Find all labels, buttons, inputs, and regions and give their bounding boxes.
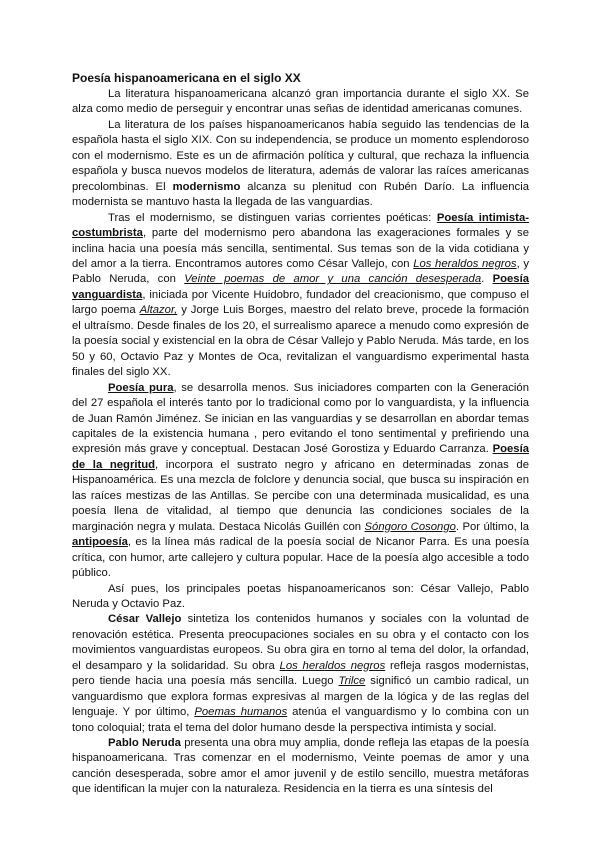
paragraph-intro — [72, 87, 529, 118]
term-poesia-vanguardista: Poesía vanguardista — [72, 273, 529, 301]
p4-text-f: . Por último, la — [455, 520, 529, 533]
p6-text-h: atenúa el vanguardismo y lo combina con un tono coloquial; trata el tema del dolor humano desde la perspectiva intimista y social. — [72, 706, 529, 734]
p3-text-i: , iniciada por Vicente Huidobro, fundador del creacionismo, que compuso el largo poema — [72, 288, 529, 317]
p2-text-c: alcanza su plenitud con Rubén Darío. La influencia modernista se mantuvo hasta la llegada de las vanguardias. — [72, 180, 529, 209]
document-page — [72, 70, 529, 798]
paragraph-principales — [72, 582, 529, 613]
p6-text-f: significó un cambio radical, un vanguardismo que explora formas expresivas al margen de la lógica y de las reglas del lenguaje. Y por último, — [72, 675, 529, 719]
p3-text-e: , y Pablo Neruda, con — [72, 257, 530, 286]
term-poesia-pura: Poesía pura — [108, 381, 174, 394]
document-title: Poesía hispanoamericana en el siglo XX — [72, 71, 301, 85]
p3-text-c: , parte del modernismo pero abandona las exageraciones formales y se inclina hacia una poesía más sencilla, sentimental. Sus temas son de la vida cotidiana y del amor a la tierra. Encontramos autores como César Vallejo, con — [72, 227, 529, 270]
author-cesar-vallejo: César Vallejo — [108, 613, 182, 626]
paragraph-modernismo — [72, 118, 529, 211]
p4-text-b: , se desarrolla menos. Sus iniciadores comparten con la Generación del 27 española el interés tanto por lo tradicional como por lo vanguardista, y la influencia de Juan Ramón Jiménez. Se inician en las vanguardias y se desarrollan en abordar temas capitales de la existencia humana , pero evitando el tono sentimental y prefiriendo una expresión más grave y conceptual. Destacan José Gorostiza y Eduardo Carranza. — [72, 381, 529, 456]
term-modernismo: modernismo — [172, 180, 241, 193]
p6-text-d: refleja rasgos modernistas, pero tiende hacia una poesía más sencilla. Luego — [72, 659, 529, 688]
work-heraldos-negros: Los heraldos negros — [413, 257, 517, 270]
term-antipoesia: antipoesía — [72, 536, 128, 549]
p6-text-b: sintetiza los contenidos humanos y sociales con la voluntad de renovación estética. Presenta preocupaciones sociales en su obra y el contacto con los movimientos vanguardistas europeos. Su obra gira en torno al tema del dolor, la orfandad, el desamparo y la solidaridad. Su obra — [72, 613, 529, 672]
p4-text-h: , es la línea más radical de la poesía social de Nicanor Parra. Es una poesía crítica, con humor, arte callejero y cultura popular. Hace de la poesía algo accesible a todo público. — [72, 536, 529, 580]
author-pablo-neruda: Pablo Neruda — [108, 737, 181, 750]
term-poesia-negritud: Poesía de la negritud — [72, 443, 529, 471]
paragraph-neruda — [72, 736, 529, 798]
work-songoro-cosongo: Sóngoro Cosongo — [364, 520, 456, 533]
work-veinte-poemas: Veinte poemas de amor y una canción desesperada — [184, 273, 482, 286]
p3-text-a: Tras el modernismo, se distinguen varias corrientes poéticas: — [108, 211, 437, 224]
work-trilce: Trilce — [338, 675, 366, 688]
p4-text-d: , incorpora el sustrato negro y africano en determinadas zonas de Hispanoamérica. Es una mezcla de folclore y denuncia social, que busca su inspiración en las raíces mestizas de las Antillas. Se percibe con una determinada musicalidad, es una poesía llena de vitalidad, al tiempo que denuncia las condiciones sociales de la marginación negra y mulata. Destaca Nicolás Guillén con — [72, 458, 529, 533]
paragraph-poesia-pura — [72, 381, 529, 582]
work-heraldos-negros-2: Los heraldos negros — [279, 659, 386, 672]
p2-text-a: La literatura de los países hispanoamericanos había seguido las tendencias de la española hasta el siglo XIX. Con su independencia, se produce un momento esplendoroso con el modernismo. Este es un de afirmación política y cultural, que rechaza la influencia española y busca nuevos modelos de literatura, además de valorar las raíces americanas precolombinas. El — [72, 118, 529, 193]
work-poemas-humanos: Poemas humanos — [194, 706, 288, 719]
paragraph-vallejo — [72, 612, 529, 736]
p3-text-g: . — [481, 273, 493, 286]
term-poesia-intimista: Poesía intimista-costumbrista — [72, 211, 529, 240]
work-altazor: Altazor, — [139, 304, 178, 317]
p3-text-k: y Jorge Luis Borges, maestro del relato breve, procede la formación el ultraísmo. Desde finales de los 20, el surrealismo aparece a menudo como expresión de la poesía social y existencial en la obra de César Vallejo y Pablo Neruda. Más tarde, en los 50 y 60, Octavio Paz y Montes de Oca, revitalizan el vanguardismo experimental hasta finales del siglo XX. — [72, 304, 529, 379]
p1-text: La literatura hispanoamericana alcanzó gran importancia durante el siglo XX. Se alza como medio de perseguir y encontrar unas señas de identidad americanas comunes. — [72, 88, 529, 116]
paragraph-corrientes — [72, 211, 529, 381]
p7-text-b: presenta una obra muy amplia, donde refleja las etapas de la poesía hispanoamericana. Tras comenzar en el modernismo, Veinte poemas de amor y una canción desesperada, sobre amor el amor juvenil y de estilo sencillo, muestra metáforas que identifican la mujer con la naturaleza. Residencia en la tierra es una síntesis del — [72, 737, 529, 796]
p5-text: Así pues, los principales poetas hispanoamericanos son: César Vallejo, Pablo Neruda y Octavio Paz. — [72, 582, 529, 610]
